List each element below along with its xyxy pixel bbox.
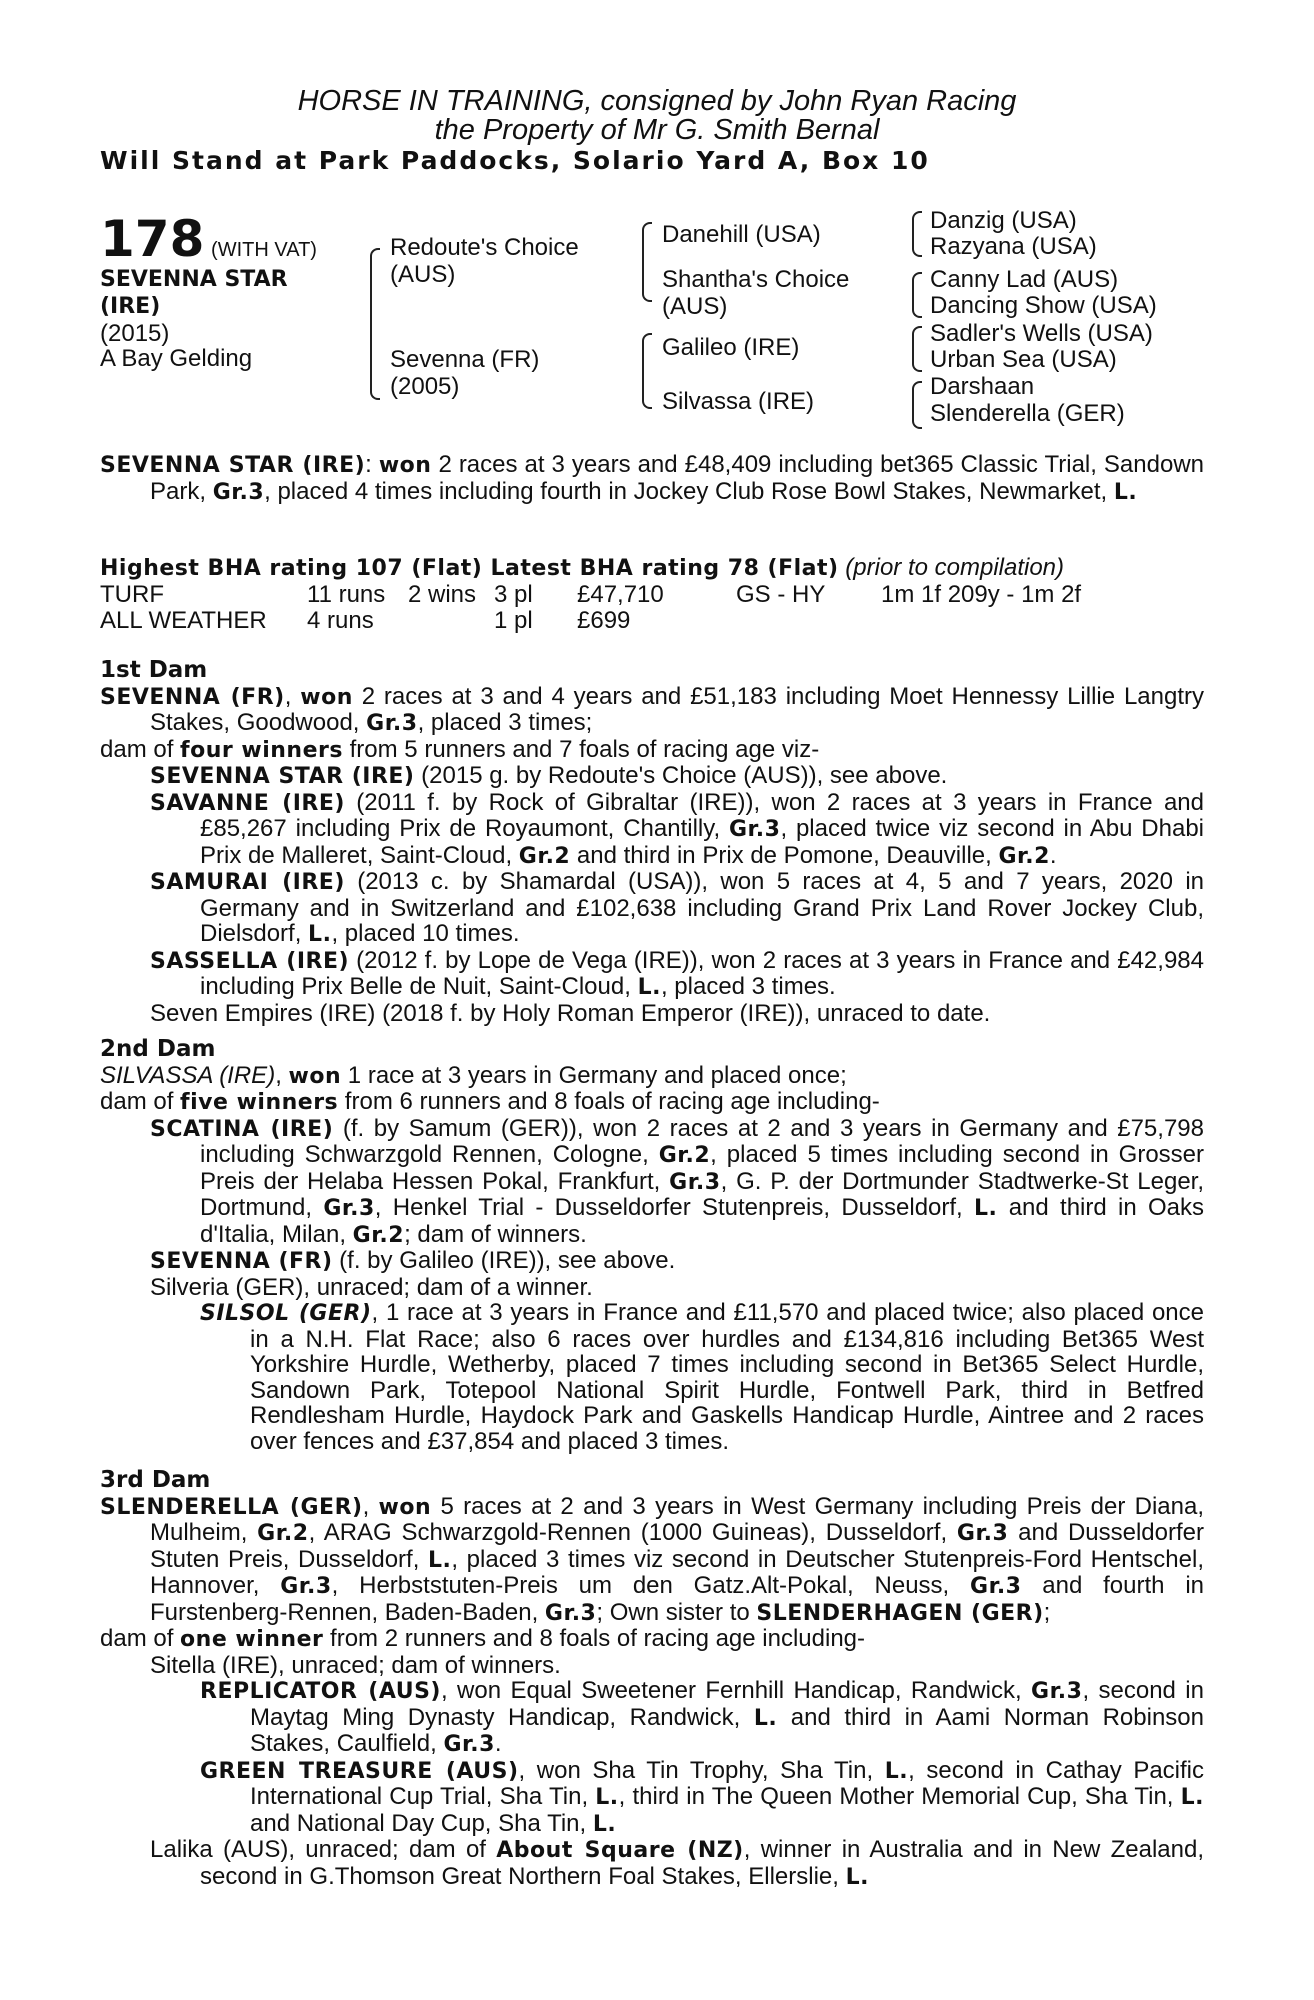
pedigree-brace-dam (642, 333, 652, 409)
sd-dam: Dancing Show (USA) (930, 292, 1157, 319)
dam-dam: Silvassa (IRE) (662, 388, 815, 415)
pedigree-brace-sire (642, 222, 652, 302)
first-dam-heading: 1st Dam (100, 657, 208, 683)
header-location: Will Stand at Park Paddocks, Solario Yard A, Box 10 (100, 146, 930, 175)
sire-dam: Shantha's Choice (662, 266, 850, 293)
produce-item: Seven Empires (IRE) (2018 f. by Holy Roman Emperor (IRE)), unraced to date. (150, 999, 991, 1027)
pedigree-brace-sd (912, 272, 922, 318)
sire-sire: Danehill (USA) (662, 221, 821, 248)
produce-item: Silveria (GER), unraced; dam of a winner. (150, 1273, 593, 1301)
bha-rating: Highest BHA rating 107 (Flat) Latest BHA rating 78 (Flat) (prior to compilation) (100, 554, 1065, 581)
header-property: the Property of Mr G. Smith Bernal (434, 114, 880, 146)
lot-number: 178 (100, 210, 205, 268)
ds-dam: Urban Sea (USA) (930, 346, 1117, 373)
second-dam-heading: 2nd Dam (100, 1036, 216, 1062)
second-dam-produce-summary: dam of five winners from 6 runners and 8 foals of racing age including- (100, 1088, 880, 1115)
dam-name: Sevenna (FR) (390, 346, 540, 373)
dd-dam: Slenderella (GER) (930, 400, 1125, 427)
pedigree-brace-dd (912, 381, 922, 429)
grandproduce-item: GREEN TREASURE (AUS), won Sha Tin Trophy, Sha Tin, L., second in Cathay Pacific International Cup Trial, Sha Tin, L., third in The Queen Mother Memorial Cup, Sha Tin, L. and National Day Cup, Sha Tin, L. (200, 1756, 1205, 1837)
sire-dam-country: (AUS) (662, 293, 728, 320)
grandproduce-item: SILSOL (GER), 1 race at 3 years in France and £11,570 and placed twice; also placed once in a N.H. Flat Race; also 6 races over hurdles and £134,816 including Bet365 West Yorkshire Hurdle, Wetherby, placed 7 times including second in Bet365 Select Hurdle, Sandown Park, Totepool National Spirit Hurdle, Fontwell Park, third in Betfred Rendlesham Hurdle, Haydock Park and Gaskells Handicap Hurdle, Aintree and 2 races over fences and £37,854 and placed 3 times. (200, 1299, 1204, 1455)
third-dam-heading: 3rd Dam (100, 1467, 211, 1493)
first-dam-record: SEVENNA (FR), won 2 races at 3 and 4 years and £51,183 including Moet Hennessy Lillie Langtry Stakes, Goodwood, Gr.3, placed 3 times; (100, 682, 1205, 736)
ss-dam: Razyana (USA) (930, 233, 1097, 260)
header-consignor: HORSE IN TRAINING, consigned by John Ryan Racing (297, 85, 1017, 117)
third-dam-produce-summary: dam of one winner from 2 runners and 8 foals of racing age including- (100, 1625, 866, 1652)
horse-name: SEVENNA STAR (100, 267, 288, 292)
dam-sire: Galileo (IRE) (662, 334, 800, 361)
pedigree-brace-main (370, 248, 380, 400)
sd-sire: Canny Lad (AUS) (930, 266, 1119, 293)
produce-item: SCATINA (IRE) (f. by Samum (GER)), won 2 races at 2 and 3 years in Germany and £75,798 including Schwarzgold Rennen, Cologne, Gr.2, placed 5 times including second in Grosser Preis der Helaba Hessen Pokal, Frankfurt, Gr.3, G. P. der Dortmunder Stadtwerke-St Leger, Dortmund, Gr.3, Henkel Trial - Dusseldorfer Stutenpreis, Dusseldorf, L. and third in Oaks d'Italia, Milan, Gr.2; dam of winners. (150, 1114, 1205, 1248)
produce-item: SEVENNA STAR (IRE) (2015 g. by Redoute's Choice (AUS)), see above. (150, 762, 948, 789)
horse-name-country: (IRE) (100, 294, 161, 319)
horse-description: A Bay Gelding (100, 345, 253, 372)
sire-name: Redoute's Choice (390, 234, 579, 261)
ds-sire: Sadler's Wells (USA) (930, 320, 1153, 347)
produce-item: SASSELLA (IRE) (2012 f. by Lope de Vega (IRE)), won 2 races at 3 years in France and £42,984 including Prix Belle de Nuit, Saint-Cloud, L., placed 3 times. (150, 946, 1204, 1000)
first-dam-section (100, 658, 1204, 1026)
produce-item: SAMURAI (IRE) (2013 c. by Shamardal (USA)), won 5 races at 4, 5 and 7 years, 2020 in Germany and in Switzerland and £102,638 including Grand Prix Land Rover Jockey Club, Dielsdorf, L., placed 10 times. (150, 868, 1204, 947)
race-record-table: TURF 11 runs 2 wins 3 pl £47,710 GS - HY 1m 1f 209y - 1m 2f ALL WEATHER 4 runs 1 pl £699 (100, 581, 1082, 634)
pedigree-brace-ss (912, 211, 922, 257)
third-dam-record: SLENDERELLA (GER), won 5 races at 2 and 3 years in West Germany including Preis der Diana, Mulheim, Gr.2, ARAG Schwarzgold-Rennen (1000 Guineas), Dusseldorf, Gr.3 and Dusseldorfer Stuten Preis, Dusseldorf, L., placed 3 times viz second in Deutscher Stutenpreis-Ford Hentschel, Hannover, Gr.3, Herbststuten-Preis um den Gatz.Alt-Pokal, Neuss, Gr.3 and fourth in Furstenberg-Rennen, Baden-Baden, Gr.3; Own sister to SLENDERHAGEN (GER); (100, 1492, 1205, 1626)
produce-item: Sitella (IRE), unraced; dam of winners. (150, 1651, 561, 1679)
ss-sire: Danzig (USA) (930, 207, 1077, 234)
foaling-year: (2015) (100, 320, 170, 347)
third-dam-section (100, 1468, 1204, 1890)
dam-year: (2005) (390, 373, 460, 400)
sire-country: (AUS) (390, 261, 456, 288)
second-dam-record: SILVASSA (IRE), won 1 race at 3 years in Germany and placed once; (100, 1061, 847, 1089)
pedigree-brace-ds (912, 326, 922, 372)
vat-note: (WITH VAT) (211, 239, 317, 261)
race-summary: SEVENNA STAR (IRE): won 2 races at 3 years and £48,409 including bet365 Classic Trial, Sandown Park, Gr.3, placed 4 times including fourth in Jockey Club Rose Bowl Stakes, Newmarket, L. (100, 451, 1204, 505)
grandproduce-item: REPLICATOR (AUS), won Equal Sweetener Fernhill Handicap, Randwick, Gr.3, second in Maytag Ming Dynasty Handicap, Randwick, L. and third in Aami Norman Robinson Stakes, Caulfield, Gr.3. (200, 1677, 1204, 1757)
lot-number-row (100, 210, 317, 268)
dd-sire: Darshaan (930, 373, 1035, 400)
second-dam-section (100, 1037, 1204, 1454)
produce-item: SEVENNA (FR) (f. by Galileo (IRE)), see above. (150, 1247, 676, 1274)
first-dam-produce-summary: dam of four winners from 5 runners and 7 foals of racing age viz- (100, 735, 820, 763)
produce-item: SAVANNE (IRE) (2011 f. by Rock of Gibraltar (IRE)), won 2 races at 3 years in France and £85,267 including Prix de Royaumont, Chantilly, Gr.3, placed twice viz second in Abu Dhabi Prix de Malleret, Saint-Cloud, Gr.2 and third in Prix de Pomone, Deauville, Gr.2. (150, 788, 1205, 869)
produce-item: Lalika (AUS), unraced; dam of About Square (NZ), winner in Australia and in New Zealand, second in G.Thomson Great Northern Foal Stakes, Ellerslie, L. (150, 1836, 1205, 1890)
